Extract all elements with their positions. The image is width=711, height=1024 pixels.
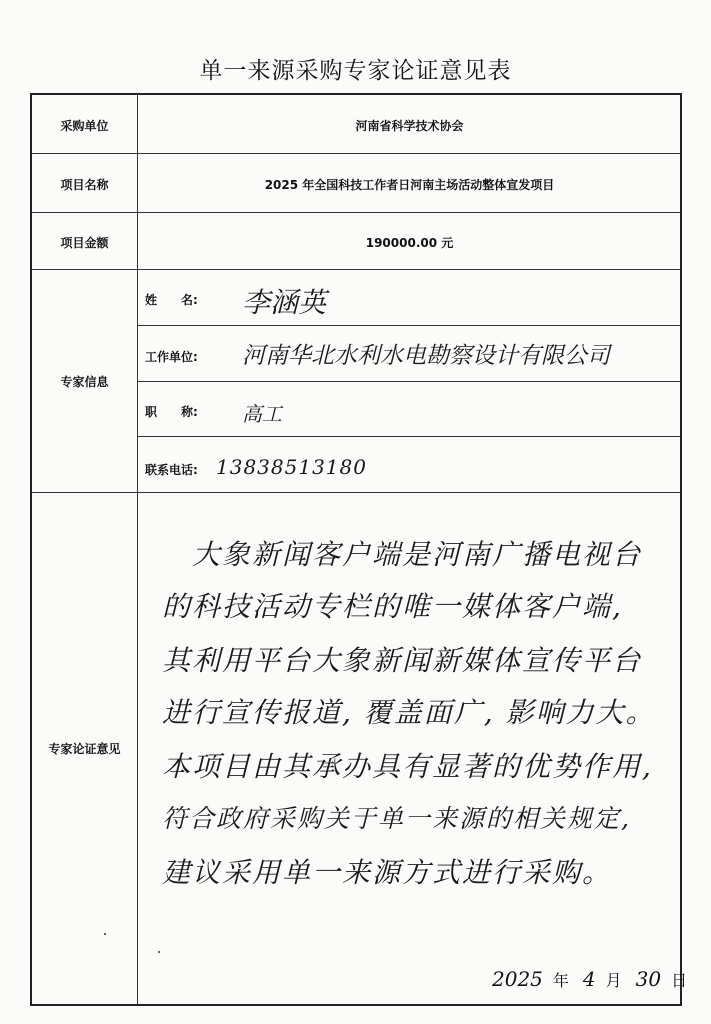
page-title: 单一来源采购专家论证意见表 bbox=[199, 58, 512, 84]
work-unit-value: 河南华北水利水电勘察设计有限公司 bbox=[242, 343, 610, 369]
opinion-line: 的科技活动专栏的唯一媒体客户端, bbox=[162, 590, 623, 623]
column-divider bbox=[137, 95, 138, 1004]
opinion-line: 大象新闻客户端是河南广播电视台 bbox=[192, 538, 643, 571]
row-divider bbox=[32, 153, 680, 154]
expert-subrow-divider bbox=[137, 381, 680, 382]
date-month-unit: 月 bbox=[605, 971, 622, 990]
opinion-label: 专家论证意见 bbox=[48, 742, 121, 756]
opinion-line: 进行宣传报道, 覆盖面广, 影响力大。 bbox=[162, 696, 656, 729]
project-amount-value: 190000.00 元 bbox=[365, 236, 454, 250]
expert-subrow-divider bbox=[137, 436, 680, 437]
project-amount-label: 项目金额 bbox=[60, 236, 109, 250]
ink-dot bbox=[104, 933, 106, 935]
job-title-label: 职 称: bbox=[145, 405, 198, 419]
expert-subrow-divider bbox=[137, 325, 680, 326]
opinion-line: 本项目由其承办具有显著的优势作用, bbox=[162, 750, 653, 783]
project-name-label: 项目名称 bbox=[60, 178, 109, 192]
purchaser-value: 河南省科学技术协会 bbox=[355, 119, 464, 133]
work-unit-label: 工作单位: bbox=[145, 350, 198, 364]
date-year-unit: 年 bbox=[552, 971, 569, 990]
phone-label: 联系电话: bbox=[145, 463, 198, 477]
date-day-unit: 日 bbox=[671, 971, 688, 990]
expert-opinion-form bbox=[30, 93, 688, 1006]
date-year: 2025 bbox=[492, 967, 543, 991]
project-name-value: 2025 年全国科技工作者日河南主场活动整体宣发项目 bbox=[264, 178, 555, 192]
opinion-line: 符合政府采购关于单一来源的相关规定, bbox=[162, 804, 631, 833]
opinion-line: 建议采用单一来源方式进行采购。 bbox=[162, 856, 613, 889]
date-day: 30 bbox=[635, 967, 662, 991]
ink-dot bbox=[158, 951, 160, 953]
row-divider bbox=[32, 492, 680, 493]
expert-name-label: 姓 名: bbox=[145, 293, 198, 307]
row-divider bbox=[32, 269, 680, 270]
signature-date bbox=[492, 967, 687, 991]
expert-name-value: 李涵英 bbox=[242, 286, 327, 319]
expert-info-label: 专家信息 bbox=[60, 375, 109, 389]
date-month: 4 bbox=[582, 967, 596, 991]
opinion-line: 其利用平台大象新闻新媒体宣传平台 bbox=[162, 644, 643, 677]
row-divider bbox=[32, 212, 680, 213]
phone-value: 13838513180 bbox=[216, 455, 367, 479]
job-title-value: 高工 bbox=[242, 402, 282, 426]
purchaser-label: 采购单位 bbox=[60, 119, 109, 133]
